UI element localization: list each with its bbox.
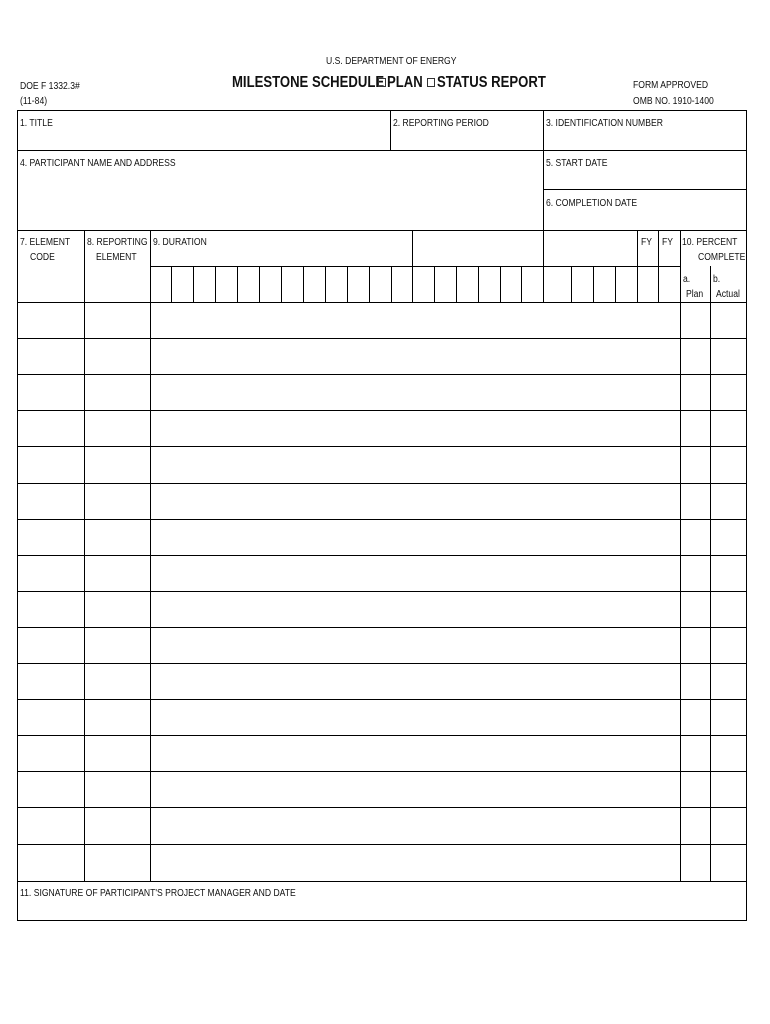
duration-tick <box>281 266 282 302</box>
percent-actual-cell[interactable] <box>711 845 746 881</box>
duration-tick <box>369 266 370 302</box>
percent-actual-cell[interactable] <box>711 375 746 410</box>
percent-actual-cell[interactable] <box>711 664 746 699</box>
duration-tick <box>637 266 638 302</box>
duration-tick <box>615 266 616 302</box>
percent-actual-cell[interactable] <box>711 808 746 844</box>
duration-cell[interactable] <box>151 808 680 844</box>
reporting-element-cell[interactable] <box>85 628 150 663</box>
duration-tick <box>658 266 659 302</box>
duration-cell[interactable] <box>151 411 680 446</box>
element-code-cell[interactable] <box>18 736 84 771</box>
plan-checkbox[interactable] <box>378 78 386 87</box>
duration-header-divider <box>658 230 659 266</box>
reporting-element-cell[interactable] <box>85 303 150 338</box>
form-date: (11-84) <box>20 96 48 107</box>
duration-header-divider <box>637 230 638 266</box>
duration-cell[interactable] <box>151 664 680 699</box>
duration-cell[interactable] <box>151 628 680 663</box>
duration-tick <box>478 266 479 302</box>
percent-actual-cell[interactable] <box>711 520 746 555</box>
element-code-cell[interactable] <box>18 447 84 483</box>
reporting-element-cell[interactable] <box>85 664 150 699</box>
percent-plan-cell[interactable] <box>681 628 710 663</box>
percent-plan-cell[interactable] <box>681 411 710 446</box>
element-code-cell[interactable] <box>18 303 84 338</box>
duration-tick <box>543 266 544 302</box>
reporting-element-cell[interactable] <box>85 772 150 807</box>
reporting-element-cell[interactable] <box>85 520 150 555</box>
reporting-element-cell[interactable] <box>85 411 150 446</box>
duration-tick <box>500 266 501 302</box>
percent-plan-cell[interactable] <box>681 845 710 881</box>
title-field[interactable] <box>18 111 390 150</box>
percent-plan-cell[interactable] <box>681 664 710 699</box>
percent-plan-cell[interactable] <box>681 556 710 591</box>
element-code-cell[interactable] <box>18 375 84 410</box>
reporting-element-header: 8. REPORTING <box>87 237 148 248</box>
duration-cell[interactable] <box>151 556 680 591</box>
percent-actual-cell[interactable] <box>711 556 746 591</box>
percent-complete-header-line2: COMPLETE <box>698 252 746 263</box>
duration-tick <box>571 266 572 302</box>
duration-cell[interactable] <box>151 736 680 771</box>
duration-cell[interactable] <box>151 339 680 374</box>
reporting-element-cell[interactable] <box>85 700 150 735</box>
reporting-period-label: 2. REPORTING PERIOD <box>393 118 489 129</box>
percent-actual-cell[interactable] <box>711 700 746 735</box>
element-code-header: 7. ELEMENT <box>20 237 71 248</box>
percent-plan-cell[interactable] <box>681 520 710 555</box>
element-code-cell[interactable] <box>18 411 84 446</box>
percent-plan-cell[interactable] <box>681 808 710 844</box>
percent-plan-cell[interactable] <box>681 736 710 771</box>
reporting-element-cell[interactable] <box>85 375 150 410</box>
identification-number-field[interactable] <box>544 111 746 150</box>
omb-number: OMB NO. 1910-1400 <box>633 96 714 107</box>
fy-header-2: FY <box>662 237 673 248</box>
duration-tick <box>171 266 172 302</box>
element-code-cell[interactable] <box>18 556 84 591</box>
status-report-checkbox[interactable] <box>427 78 435 87</box>
duration-cell[interactable] <box>151 303 680 338</box>
percent-actual-cell[interactable] <box>711 736 746 771</box>
element-code-cell[interactable] <box>18 772 84 807</box>
start-date-field[interactable] <box>544 151 746 189</box>
duration-tick <box>521 266 522 302</box>
duration-cell[interactable] <box>151 845 680 881</box>
element-code-cell[interactable] <box>18 845 84 881</box>
reporting-period-field[interactable] <box>391 111 543 150</box>
duration-tick <box>434 266 435 302</box>
duration-cell[interactable] <box>151 592 680 627</box>
element-code-cell[interactable] <box>18 808 84 844</box>
plan-subheader-letter: a. <box>683 274 691 285</box>
percent-plan-cell[interactable] <box>681 592 710 627</box>
duration-tick <box>259 266 260 302</box>
element-code-cell[interactable] <box>18 628 84 663</box>
reporting-element-cell[interactable] <box>85 736 150 771</box>
percent-plan-cell[interactable] <box>681 700 710 735</box>
duration-tick <box>237 266 238 302</box>
element-code-cell[interactable] <box>18 520 84 555</box>
duration-tick <box>391 266 392 302</box>
duration-tick <box>193 266 194 302</box>
percent-complete-header: 10. PERCENT <box>682 237 738 248</box>
element-code-header-line2: CODE <box>30 252 55 263</box>
element-code-cell[interactable] <box>18 592 84 627</box>
reporting-element-cell[interactable] <box>85 447 150 483</box>
duration-tick <box>456 266 457 302</box>
duration-tick <box>215 266 216 302</box>
duration-header: 9. DURATION <box>153 237 207 248</box>
percent-plan-cell[interactable] <box>681 303 710 338</box>
start-date-label: 5. START DATE <box>546 158 608 169</box>
duration-subheader-rule <box>150 266 680 267</box>
duration-cell[interactable] <box>151 484 680 519</box>
element-code-cell[interactable] <box>18 484 84 519</box>
participant-label: 4. PARTICIPANT NAME AND ADDRESS <box>20 158 176 169</box>
form-approved: FORM APPROVED <box>633 80 709 91</box>
percent-plan-cell[interactable] <box>681 484 710 519</box>
form-number: DOE F 1332.3# <box>20 81 80 92</box>
duration-cell[interactable] <box>151 375 680 410</box>
reporting-element-header-line2: ELEMENT <box>96 252 137 263</box>
identification-number-label: 3. IDENTIFICATION NUMBER <box>546 118 663 129</box>
duration-tick <box>347 266 348 302</box>
form-title: MILESTONE SCHEDULE <box>232 74 385 91</box>
agency-name: U.S. DEPARTMENT OF ENERGY <box>326 56 457 67</box>
duration-tick <box>325 266 326 302</box>
fy-header-1: FY <box>641 237 652 248</box>
actual-subheader: Actual <box>716 289 740 300</box>
duration-cell[interactable] <box>151 447 680 483</box>
percent-actual-cell[interactable] <box>711 628 746 663</box>
reporting-element-cell[interactable] <box>85 808 150 844</box>
duration-header-divider <box>412 230 413 266</box>
duration-cell[interactable] <box>151 772 680 807</box>
element-code-cell[interactable] <box>18 700 84 735</box>
form-right-border <box>746 110 747 921</box>
percent-plan-cell[interactable] <box>681 375 710 410</box>
reporting-element-cell[interactable] <box>85 339 150 374</box>
percent-plan-cell[interactable] <box>681 447 710 483</box>
status-report-option-label: STATUS REPORT <box>437 74 546 91</box>
percent-actual-cell[interactable] <box>711 411 746 446</box>
duration-tick <box>593 266 594 302</box>
duration-cell[interactable] <box>151 520 680 555</box>
percent-actual-cell[interactable] <box>711 772 746 807</box>
percent-actual-cell[interactable] <box>711 447 746 483</box>
completion-date-field[interactable] <box>544 190 746 230</box>
actual-subheader-letter: b. <box>713 274 721 285</box>
plan-subheader: Plan <box>686 289 704 300</box>
element-code-cell[interactable] <box>18 339 84 374</box>
reporting-element-cell[interactable] <box>85 845 150 881</box>
duration-cell[interactable] <box>151 700 680 735</box>
duration-tick <box>303 266 304 302</box>
percent-actual-cell[interactable] <box>711 303 746 338</box>
completion-date-label: 6. COMPLETION DATE <box>546 198 638 209</box>
reporting-element-cell[interactable] <box>85 484 150 519</box>
duration-header-divider <box>543 230 544 266</box>
form-bottom-border <box>17 920 747 921</box>
percent-actual-cell[interactable] <box>711 592 746 627</box>
title-label: 1. TITLE <box>20 118 53 129</box>
percent-plan-cell[interactable] <box>681 772 710 807</box>
percent-actual-cell[interactable] <box>711 484 746 519</box>
plan-option-label: PLAN <box>387 74 423 91</box>
reporting-element-cell[interactable] <box>85 556 150 591</box>
signature-label: 11. SIGNATURE OF PARTICIPANT'S PROJECT MANAGER AND DATE <box>20 888 296 899</box>
percent-actual-cell[interactable] <box>711 339 746 374</box>
duration-tick <box>412 266 413 302</box>
percent-plan-cell[interactable] <box>681 339 710 374</box>
element-code-cell[interactable] <box>18 664 84 699</box>
reporting-element-cell[interactable] <box>85 592 150 627</box>
